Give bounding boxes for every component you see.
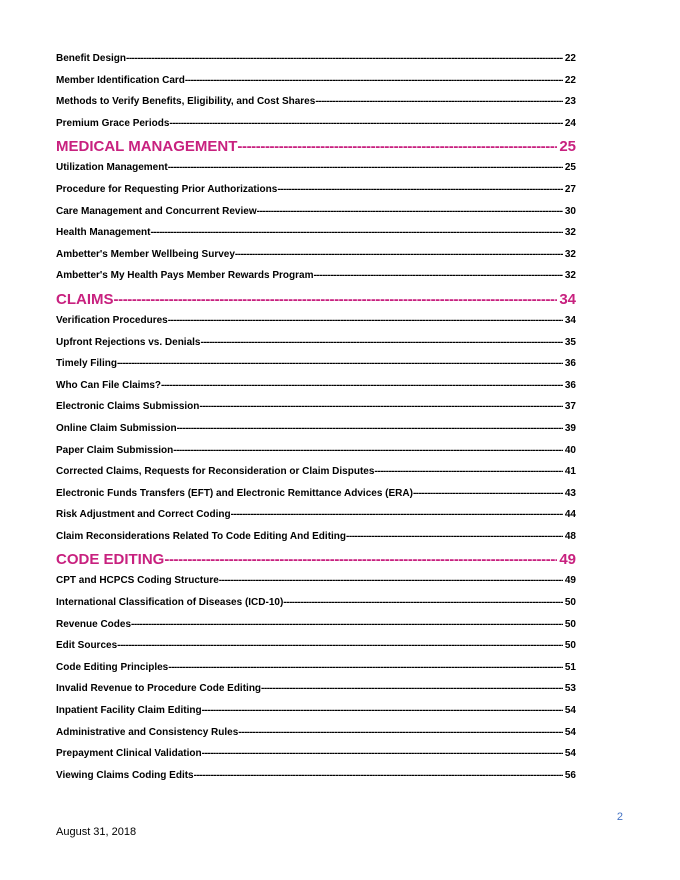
toc-entry-page: 54 <box>564 748 576 760</box>
toc-entry-page: 36 <box>564 379 576 391</box>
toc-entry[interactable] <box>56 487 576 500</box>
toc-entry[interactable] <box>56 726 576 739</box>
toc-entry-title: Care Management and Concurrent Review <box>56 205 257 217</box>
toc-entry-page: 53 <box>564 683 576 695</box>
toc-dot-leader <box>150 226 562 239</box>
toc-entry-page: 44 <box>564 509 576 521</box>
toc-dot-leader <box>117 357 563 370</box>
toc-entry-title: Upfront Rejections vs. Denials <box>56 336 201 348</box>
toc-entry-title: Procedure for Requesting Prior Authorizations <box>56 183 278 195</box>
toc-entry[interactable] <box>56 379 576 392</box>
toc-entry-title: Claim Reconsiderations Related To Code Editing And Editing <box>56 530 347 542</box>
toc-entry-page: 22 <box>564 53 576 64</box>
toc-entry-page: 49 <box>564 575 576 587</box>
toc-section-heading[interactable] <box>56 138 576 156</box>
table-of-contents <box>56 52 576 790</box>
toc-entry[interactable] <box>56 747 576 760</box>
toc-entry-page: 24 <box>564 117 576 129</box>
toc-entry-title: Administrative and Consistency Rules <box>56 726 239 738</box>
toc-entry-title: Online Claim Submission <box>56 422 177 434</box>
toc-entry[interactable] <box>56 357 576 370</box>
toc-entry[interactable] <box>56 769 576 782</box>
toc-entry[interactable] <box>56 618 576 631</box>
toc-entry[interactable] <box>56 183 576 196</box>
toc-entry-title: Timely Filing <box>56 358 117 370</box>
toc-entry-page: 32 <box>564 270 576 282</box>
toc-entry-page: 43 <box>564 487 576 499</box>
toc-entry[interactable] <box>56 161 576 174</box>
toc-dot-leader <box>315 95 563 108</box>
toc-dot-leader <box>261 682 563 695</box>
toc-entry-title: CPT and HCPCS Coding Structure <box>56 575 219 587</box>
toc-entry-title: Revenue Codes <box>56 618 132 630</box>
toc-entry-title: Electronic Claims Submission <box>56 401 200 413</box>
toc-entry-page: 40 <box>564 444 576 456</box>
toc-entry[interactable] <box>56 639 576 652</box>
toc-entry-page: 34 <box>564 314 576 326</box>
toc-entry[interactable] <box>56 400 576 413</box>
toc-entry[interactable] <box>56 596 576 609</box>
toc-entry-title: Verification Procedures <box>56 314 168 326</box>
toc-dot-leader <box>346 530 563 543</box>
toc-section-heading[interactable] <box>56 551 576 569</box>
toc-entry-title: Risk Adjustment and Correct Coding <box>56 509 231 521</box>
toc-entry[interactable] <box>56 574 576 587</box>
toc-entry[interactable] <box>56 444 576 457</box>
toc-entry-page: 49 <box>559 551 576 569</box>
toc-entry-page: 39 <box>564 422 576 434</box>
toc-dot-leader <box>199 400 563 413</box>
toc-dot-leader <box>200 336 562 349</box>
toc-entry-page: 36 <box>564 358 576 370</box>
toc-entry-page: 22 <box>564 74 576 86</box>
toc-entry[interactable] <box>56 336 576 349</box>
toc-entry[interactable] <box>56 465 576 478</box>
toc-entry[interactable] <box>56 661 576 674</box>
toc-dot-leader <box>283 596 563 609</box>
toc-entry[interactable] <box>56 269 576 282</box>
toc-entry-page: 30 <box>564 205 576 217</box>
toc-dot-leader <box>114 291 558 309</box>
toc-dot-leader <box>202 704 563 717</box>
toc-entry[interactable] <box>56 422 576 435</box>
toc-entry-page: 50 <box>564 597 576 609</box>
toc-entry-title: Paper Claim Submission <box>56 444 174 456</box>
toc-entry-title: Benefit Design <box>56 53 127 64</box>
toc-entry-page: 56 <box>564 769 576 781</box>
toc-dot-leader <box>131 618 563 631</box>
toc-dot-leader <box>238 726 563 739</box>
toc-dot-leader <box>313 269 562 282</box>
toc-entry-title: Invalid Revenue to Procedure Code Editing <box>56 683 262 695</box>
toc-dot-leader <box>177 422 563 435</box>
toc-entry-page: 23 <box>564 96 576 108</box>
toc-dot-leader <box>231 508 563 521</box>
toc-entry-page: 27 <box>564 183 576 195</box>
toc-entry[interactable] <box>56 117 576 130</box>
toc-entry-title: Electronic Funds Transfers (EFT) and Electronic Remittance Advices (ERA) <box>56 487 413 499</box>
toc-entry[interactable] <box>56 248 576 261</box>
toc-entry-page: 41 <box>564 466 576 478</box>
toc-dot-leader <box>257 205 563 218</box>
toc-entry-page: 50 <box>564 640 576 652</box>
toc-dot-leader <box>374 465 562 478</box>
toc-dot-leader <box>277 183 563 196</box>
toc-dot-leader <box>237 138 557 156</box>
toc-entry-title: MEDICAL MANAGEMENT <box>56 138 238 156</box>
toc-entry[interactable] <box>56 530 576 543</box>
toc-entry[interactable] <box>56 74 576 87</box>
toc-entry-title: Utilization Management <box>56 162 168 174</box>
toc-section-heading[interactable] <box>56 291 576 309</box>
toc-entry-title: Prepayment Clinical Validation <box>56 748 202 760</box>
toc-entry-title: Ambetter's My Health Pays Member Rewards Program <box>56 270 314 282</box>
toc-dot-leader <box>161 379 563 392</box>
toc-entry-title: Ambetter's Member Wellbeing Survey <box>56 248 235 260</box>
toc-entry-page: 54 <box>564 705 576 717</box>
toc-entry-title: CLAIMS <box>56 290 114 308</box>
toc-dot-leader <box>235 248 563 261</box>
toc-entry[interactable] <box>56 95 576 108</box>
toc-entry[interactable] <box>56 314 576 327</box>
toc-dot-leader <box>126 52 563 65</box>
toc-entry-page: 25 <box>564 162 576 174</box>
toc-entry-title: Premium Grace Periods <box>56 117 170 129</box>
toc-dot-leader <box>168 314 563 327</box>
toc-entry-title: Corrected Claims, Requests for Reconsideration or Claim Disputes <box>56 466 375 478</box>
toc-entry-page: 25 <box>559 138 576 156</box>
toc-entry-title: Code Editing Principles <box>56 661 169 673</box>
toc-entry[interactable] <box>56 704 576 717</box>
toc-entry-title: Methods to Verify Benefits, Eligibility, and Cost Shares <box>56 96 316 108</box>
toc-entry-page: 32 <box>564 227 576 239</box>
toc-entry-page: 50 <box>564 618 576 630</box>
toc-dot-leader <box>173 444 563 457</box>
toc-entry-title: Who Can File Claims? <box>56 379 162 391</box>
toc-dot-leader <box>194 769 563 782</box>
toc-dot-leader <box>117 639 563 652</box>
toc-entry-page: 51 <box>564 661 576 673</box>
toc-entry[interactable] <box>56 508 576 521</box>
toc-entry-title: Viewing Claims Coding Edits <box>56 769 194 781</box>
footer-date: August 31, 2018 <box>56 826 137 838</box>
page-number: 2 <box>616 811 623 823</box>
toc-entry-title: Member Identification Card <box>56 74 185 86</box>
toc-dot-leader <box>413 487 563 500</box>
toc-entry[interactable] <box>56 682 576 695</box>
toc-dot-leader <box>164 551 557 569</box>
toc-dot-leader <box>202 747 563 760</box>
toc-entry-page: 37 <box>564 401 576 413</box>
toc-entry-title: Inpatient Facility Claim Editing <box>56 705 202 717</box>
toc-dot-leader <box>168 661 563 674</box>
toc-dot-leader <box>219 574 563 587</box>
toc-entry-page: 54 <box>564 726 576 738</box>
toc-entry-title: CODE EDITING <box>56 551 165 569</box>
toc-dot-leader <box>169 117 562 130</box>
toc-entry-page: 34 <box>559 290 576 308</box>
toc-entry[interactable] <box>56 52 576 65</box>
toc-entry-title: Edit Sources <box>56 640 118 652</box>
toc-entry[interactable] <box>56 226 576 239</box>
toc-entry-page: 35 <box>564 336 576 348</box>
toc-entry-page: 32 <box>564 248 576 260</box>
toc-entry-title: Health Management <box>56 227 151 239</box>
toc-entry-title: International Classification of Diseases (ICD-10) <box>56 597 284 609</box>
toc-dot-leader <box>168 161 563 174</box>
toc-entry-page: 48 <box>564 530 576 542</box>
toc-dot-leader <box>185 74 563 87</box>
toc-entry[interactable] <box>56 205 576 218</box>
